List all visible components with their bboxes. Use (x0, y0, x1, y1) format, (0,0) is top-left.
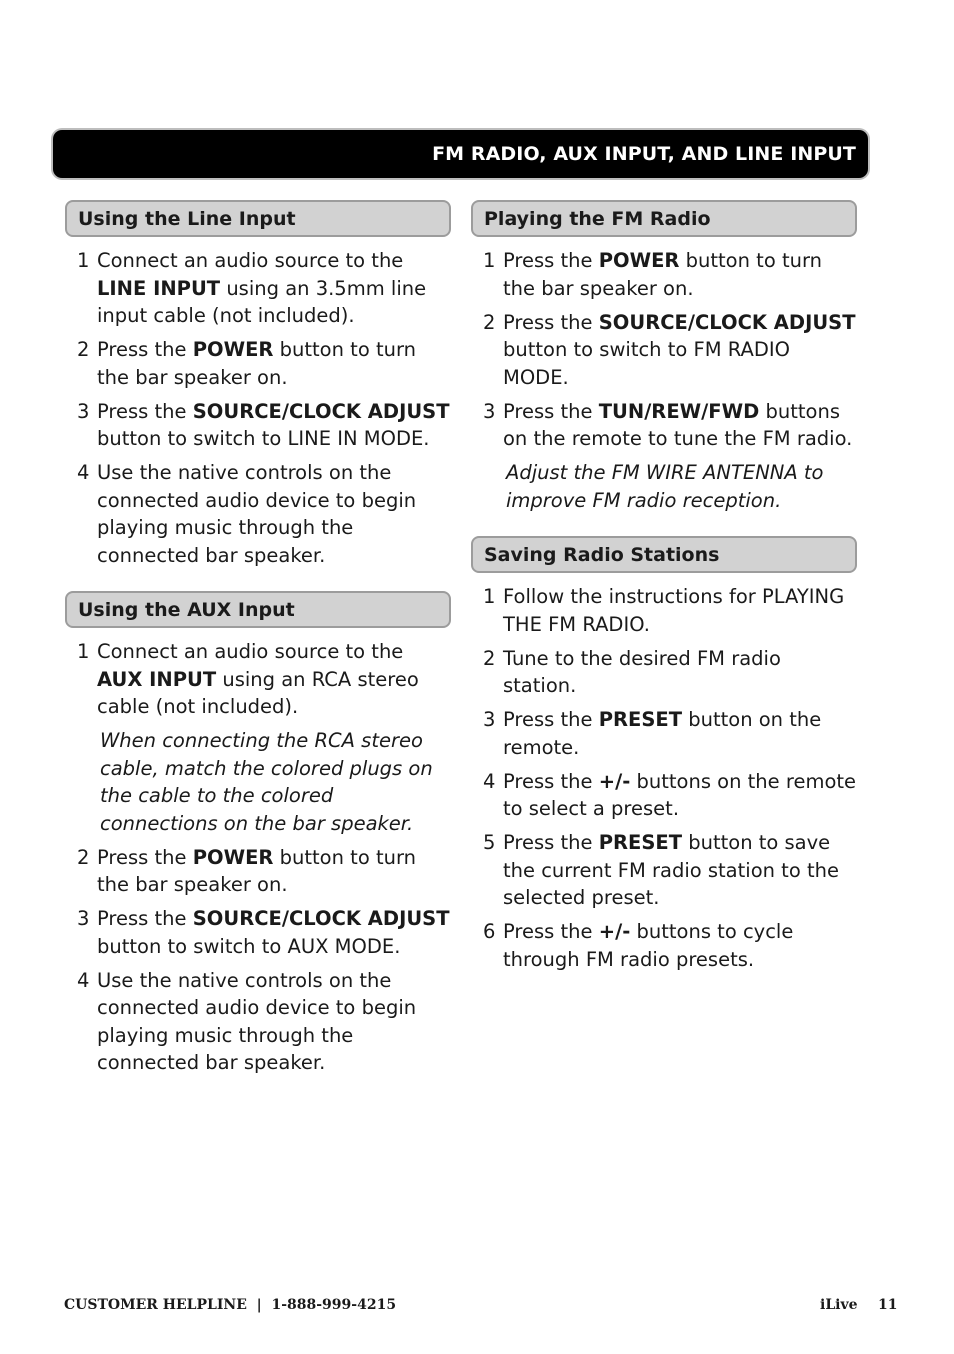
step-list (471, 247, 857, 514)
step-text: Press the +/- buttons on the remote to select a preset. (503, 769, 857, 820)
step-note: When connecting the RCA stereo cable, match the colored plugs on the cable to the colored connections on the bar speaker. (100, 729, 433, 835)
step-number: 3 (483, 708, 496, 731)
control-name: AUX INPUT (97, 667, 217, 691)
step-number: 2 (483, 310, 496, 334)
control-name: +/- (598, 920, 631, 943)
section-aux-input (65, 591, 451, 1077)
step-number: 2 (77, 845, 90, 869)
step-item (65, 967, 451, 1077)
step-text: Connect an audio source to the AUX INPUT using an RCA stereo cable (not included). (97, 640, 419, 718)
control-name: TUN/REW/FWD (598, 399, 760, 423)
step-text: Press the SOURCE/CLOCK ADJUST button to switch to AUX MODE. (97, 907, 450, 958)
step-number: 6 (483, 920, 496, 943)
control-name: PRESET (598, 708, 683, 731)
page-banner (53, 130, 868, 178)
step-list (471, 583, 857, 973)
control-name: POWER (598, 249, 680, 272)
step-item (471, 918, 857, 973)
step-number: 2 (77, 338, 90, 361)
control-name: PRESET (598, 831, 683, 854)
step-item (471, 309, 857, 392)
step-text: Use the native controls on the connected audio device to begin playing music through the connected bar speaker. (97, 968, 417, 1074)
step-item (65, 398, 451, 453)
footer-helpline: CUSTOMER HELPLINE | 1-888-999-4215 (64, 1297, 397, 1313)
step-item (471, 768, 857, 823)
step-list (65, 638, 451, 1077)
section-fm-radio (471, 200, 857, 514)
step-text: Press the TUN/REW/FWD buttons on the remote to tune the FM radio. (503, 399, 853, 450)
step-text: Press the +/- buttons to cycle through FM radio presets. (503, 920, 794, 971)
step-item (65, 844, 451, 899)
step-number: 3 (77, 907, 90, 930)
footer-brand: iLive (820, 1297, 858, 1313)
step-text: Connect an audio source to the LINE INPUT using an 3.5mm line input cable (not included). (97, 249, 427, 327)
step-number: 4 (77, 461, 90, 484)
step-number: 4 (483, 769, 496, 793)
step-number: 1 (483, 585, 496, 608)
step-item (65, 247, 451, 330)
step-number: 5 (483, 831, 496, 854)
step-text: Press the POWER button to turn the bar speaker on. (97, 338, 416, 389)
section-line-input (65, 200, 451, 569)
step-text: Press the POWER button to turn the bar speaker on. (503, 249, 822, 300)
step-text: Follow the instructions for PLAYING THE FM RADIO. (503, 585, 845, 636)
control-name: SOURCE/CLOCK ADJUST (192, 907, 450, 930)
step-item (471, 706, 857, 761)
section-title: Using the Line Input (65, 200, 451, 237)
section-title: Playing the FM Radio (471, 200, 857, 237)
step-item (65, 336, 451, 391)
step-note: Adjust the FM WIRE ANTENNA to improve FM radio reception. (506, 461, 824, 512)
control-name: SOURCE/CLOCK ADJUST (192, 399, 450, 423)
step-text: Press the PRESET button to save the current FM radio station to the selected preset. (503, 831, 839, 909)
step-item (65, 459, 451, 569)
step-number: 2 (483, 646, 496, 670)
section-title: Using the AUX Input (65, 591, 451, 628)
step-text: Press the POWER button to turn the bar speaker on. (97, 845, 416, 896)
control-name: POWER (192, 338, 274, 361)
step-number: 3 (483, 399, 496, 423)
step-text: Use the native controls on the connected audio device to begin playing music through the connected bar speaker. (97, 461, 417, 567)
step-number: 1 (77, 640, 90, 663)
section-saving-stations (471, 536, 857, 973)
step-text: Press the SOURCE/CLOCK ADJUST button to switch to LINE IN MODE. (97, 399, 450, 450)
step-item (471, 247, 857, 302)
control-name: POWER (192, 845, 274, 869)
page-number: 11 (878, 1297, 898, 1313)
step-item (471, 398, 857, 453)
step-number: 1 (483, 249, 496, 272)
right-column (471, 200, 857, 980)
step-list (65, 247, 451, 569)
control-name: SOURCE/CLOCK ADJUST (598, 310, 856, 334)
step-text: Tune to the desired FM radio station. (503, 646, 781, 697)
banner-title: FM RADIO, AUX INPUT, AND LINE INPUT (432, 143, 856, 165)
step-number: 3 (77, 399, 90, 423)
step-text: Press the SOURCE/CLOCK ADJUST button to switch to FM RADIO MODE. (503, 310, 856, 389)
step-number: 1 (77, 249, 90, 272)
step-item (471, 583, 857, 638)
step-item (471, 645, 857, 700)
control-name: +/- (598, 769, 631, 793)
step-number: 4 (77, 968, 90, 992)
step-item (471, 829, 857, 912)
left-column (65, 200, 451, 1083)
step-item (65, 905, 451, 960)
section-title: Saving Radio Stations (471, 536, 857, 573)
control-name: LINE INPUT (97, 276, 221, 300)
step-item (65, 638, 451, 721)
step-text: Press the PRESET button on the remote. (503, 708, 822, 759)
